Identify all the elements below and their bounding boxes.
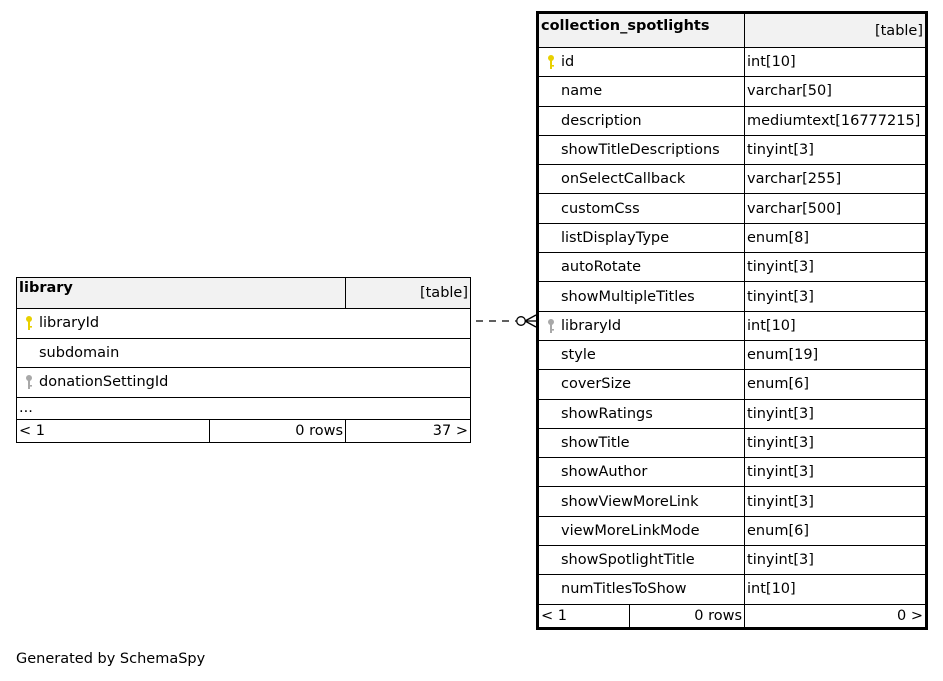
column-name-cell bbox=[538, 253, 745, 282]
table-library[interactable] bbox=[16, 277, 471, 443]
column-type: int[10] bbox=[745, 48, 927, 77]
column-type: tinyint[3] bbox=[745, 253, 927, 282]
column-name-cell bbox=[538, 575, 745, 604]
column-row[interactable] bbox=[538, 399, 927, 428]
column-name-cell bbox=[538, 165, 745, 194]
column-row[interactable] bbox=[538, 77, 927, 106]
table-footer bbox=[538, 604, 927, 628]
column-name-cell bbox=[538, 223, 745, 252]
column-name: id bbox=[561, 54, 575, 71]
column-name-cell bbox=[538, 370, 745, 399]
column-name: showRatings bbox=[561, 405, 653, 422]
table-footer bbox=[17, 419, 471, 442]
column-row[interactable] bbox=[538, 546, 927, 575]
children-count: 0 > bbox=[745, 604, 927, 628]
column-name: viewMoreLinkMode bbox=[561, 522, 700, 539]
column-name: coverSize bbox=[561, 376, 632, 393]
table-header bbox=[17, 278, 471, 309]
foreign-key-icon bbox=[541, 318, 561, 334]
column-row[interactable] bbox=[538, 253, 927, 282]
column-row[interactable] bbox=[538, 575, 927, 604]
column-name: name bbox=[561, 83, 603, 100]
column-row[interactable] bbox=[17, 338, 471, 368]
column-name-cell bbox=[17, 368, 471, 398]
parents-count: < 1 bbox=[538, 604, 630, 628]
column-type: tinyint[3] bbox=[745, 282, 927, 311]
column-name: showTitle bbox=[561, 435, 630, 451]
column-name-cell bbox=[538, 487, 745, 516]
column-name-cell bbox=[538, 77, 745, 106]
column-type: varchar[500] bbox=[745, 194, 927, 223]
column-type: varchar[255] bbox=[745, 165, 927, 194]
column-row[interactable] bbox=[538, 165, 927, 194]
foreign-key-icon bbox=[19, 374, 39, 390]
column-name-cell bbox=[538, 340, 745, 369]
column-name: libraryId bbox=[561, 317, 622, 334]
column-name: libraryId bbox=[39, 315, 100, 332]
column-type: varchar[50] bbox=[745, 77, 927, 106]
column-row[interactable] bbox=[17, 368, 471, 398]
generated-by-label: Generated by SchemaSpy bbox=[16, 651, 206, 667]
column-row[interactable] bbox=[538, 48, 927, 77]
column-name: numTitlesToShow bbox=[561, 581, 687, 598]
column-row[interactable] bbox=[538, 282, 927, 311]
table-kind: [table] bbox=[745, 13, 927, 48]
primary-key-icon bbox=[19, 315, 39, 331]
column-name: customCss bbox=[561, 200, 640, 217]
column-row[interactable] bbox=[17, 309, 471, 339]
table-collection-spotlights[interactable] bbox=[536, 11, 928, 630]
column-row[interactable] bbox=[538, 516, 927, 545]
column-name-cell bbox=[538, 106, 745, 135]
more-columns-row bbox=[17, 397, 471, 419]
column-name-cell bbox=[538, 516, 745, 545]
column-type: enum[19] bbox=[745, 340, 927, 369]
column-type: tinyint[3] bbox=[745, 399, 927, 428]
crowfoot-upper bbox=[525, 315, 536, 321]
column-row[interactable] bbox=[538, 340, 927, 369]
column-row[interactable] bbox=[538, 135, 927, 164]
column-row[interactable] bbox=[538, 487, 927, 516]
row-count: 0 rows bbox=[630, 604, 745, 628]
column-row[interactable] bbox=[538, 370, 927, 399]
row-count: 0 rows bbox=[210, 419, 346, 442]
column-name-cell bbox=[538, 48, 745, 77]
column-row[interactable] bbox=[538, 311, 927, 340]
column-type: int[10] bbox=[745, 575, 927, 604]
zero-cardinality-marker bbox=[517, 317, 526, 326]
column-name: description bbox=[561, 112, 642, 129]
column-type: enum[8] bbox=[745, 223, 927, 252]
column-type: tinyint[3] bbox=[745, 135, 927, 164]
column-name-cell bbox=[538, 135, 745, 164]
column-name: showSpotlightTitle bbox=[561, 552, 695, 569]
column-type: mediumtext[16777215] bbox=[745, 106, 927, 135]
crowfoot-lower bbox=[525, 321, 536, 327]
column-name-cell bbox=[17, 309, 471, 339]
column-name-cell bbox=[538, 282, 745, 311]
column-name-cell bbox=[538, 194, 745, 223]
column-row[interactable] bbox=[538, 223, 927, 252]
table-kind: [table] bbox=[346, 278, 471, 309]
column-name: autoRotate bbox=[561, 259, 642, 276]
column-name: donationSettingId bbox=[39, 374, 169, 391]
table-header bbox=[538, 13, 927, 48]
table-name: library bbox=[17, 278, 346, 309]
column-name-cell bbox=[538, 428, 745, 457]
column-type: int[10] bbox=[745, 311, 927, 340]
column-name: style bbox=[561, 347, 596, 364]
column-name-cell bbox=[17, 338, 471, 368]
column-name: showMultipleTitles bbox=[561, 288, 695, 305]
column-name-cell bbox=[538, 546, 745, 575]
primary-key-icon bbox=[541, 54, 561, 70]
column-row[interactable] bbox=[538, 458, 927, 487]
parents-count: < 1 bbox=[17, 419, 210, 442]
column-name: listDisplayType bbox=[561, 229, 670, 246]
column-type: tinyint[3] bbox=[745, 458, 927, 487]
table-name: collection_spotlights bbox=[538, 13, 745, 48]
column-name: onSelectCallback bbox=[561, 171, 686, 188]
column-type: enum[6] bbox=[745, 370, 927, 399]
column-name: subdomain bbox=[39, 344, 120, 361]
column-name-cell bbox=[538, 311, 745, 340]
more-columns: ... bbox=[17, 397, 471, 419]
column-name-cell bbox=[538, 458, 745, 487]
column-name: showAuthor bbox=[561, 464, 648, 481]
column-row[interactable] bbox=[538, 428, 927, 457]
children-count: 37 > bbox=[346, 419, 471, 442]
column-row[interactable] bbox=[538, 194, 927, 223]
column-name: showTitleDescriptions bbox=[561, 142, 720, 159]
column-type: tinyint[3] bbox=[745, 487, 927, 516]
column-row[interactable] bbox=[538, 106, 927, 135]
column-type: tinyint[3] bbox=[745, 546, 927, 575]
column-name-cell bbox=[538, 399, 745, 428]
column-type: enum[6] bbox=[745, 516, 927, 545]
column-type: tinyint[3] bbox=[745, 428, 927, 457]
column-name: showViewMoreLink bbox=[561, 493, 699, 510]
